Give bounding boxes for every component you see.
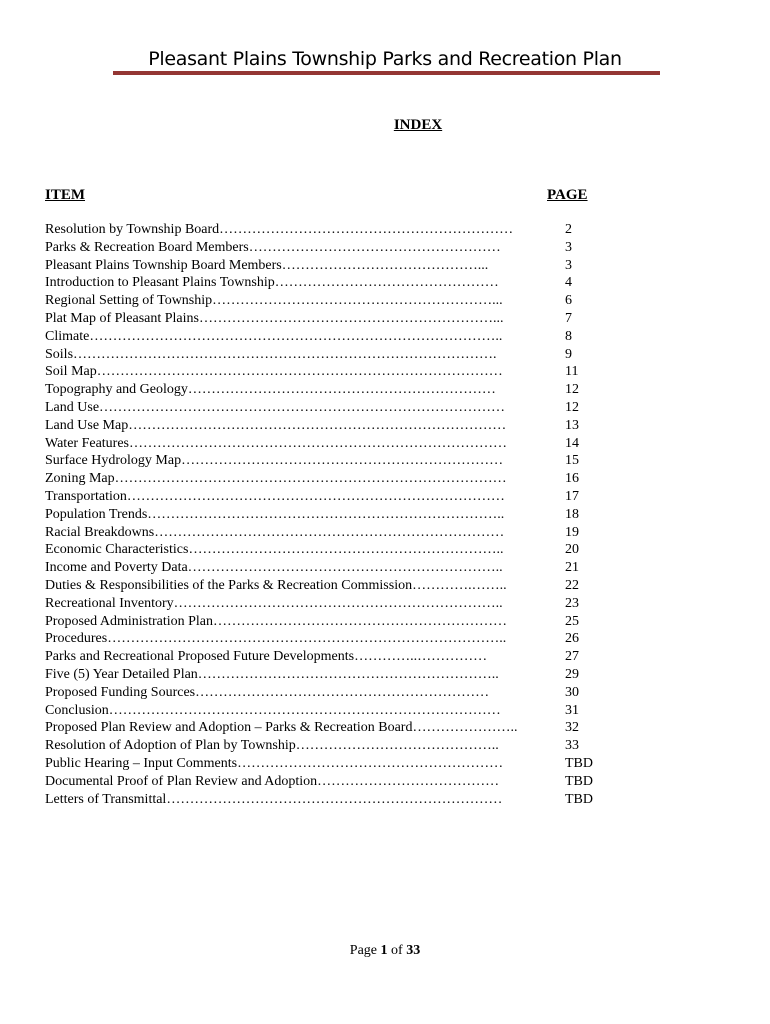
index-entry-title: Five (5) Year Detailed Plan……………………………………………………….. — [45, 666, 499, 682]
index-entry-page: 23 — [565, 595, 579, 611]
index-entry-title: Parks & Recreation Board Members……………………………………………… — [45, 239, 501, 255]
page-footer — [0, 942, 770, 960]
index-entry — [45, 381, 605, 399]
index-list — [45, 221, 605, 808]
index-entry-title: Transportation……………………………………………………………………… — [45, 488, 505, 504]
page-column-heading: PAGE — [547, 187, 588, 203]
footer-page-word: Page — [349, 943, 378, 958]
index-entry — [45, 648, 605, 666]
index-entry-page: 17 — [565, 488, 579, 504]
index-entry-page: 11 — [565, 364, 579, 380]
index-heading: INDEX — [393, 117, 443, 133]
index-entry-page: 15 — [565, 453, 579, 469]
index-entry-title: Recreational Inventory…………………………………………………………….. — [45, 595, 503, 611]
index-entry-title: Surface Hydrology Map…………………………………………………………… — [45, 453, 504, 469]
index-entry — [45, 363, 605, 381]
index-entry-title: Resolution of Adoption of Plan by Township…………………………………….. — [45, 738, 499, 754]
index-entry-page: 33 — [565, 738, 579, 754]
index-entry-title: Proposed Administration Plan……………………………………………………… — [45, 613, 507, 629]
index-entry-page: 4 — [565, 275, 572, 291]
index-entry — [45, 328, 605, 346]
index-entry — [45, 506, 605, 524]
index-entry — [45, 488, 605, 506]
index-entry — [45, 310, 605, 328]
index-entry-title: Regional Setting of Township……………………………………………………... — [45, 293, 503, 309]
index-entry-page: 22 — [565, 577, 579, 593]
index-entry-title: Documental Proof of Plan Review and Adoption………………………………… — [45, 773, 500, 789]
index-entry-title: Duties & Responsibilities of the Parks & Recreation Commission………….…….. — [45, 577, 507, 593]
index-entry-page: 12 — [565, 399, 579, 415]
index-entry — [45, 399, 605, 417]
index-entry-page: 19 — [565, 524, 579, 540]
index-entry-page: 6 — [565, 293, 572, 309]
index-entry-page: TBD — [565, 791, 593, 807]
index-entry — [45, 346, 605, 364]
index-entry — [45, 791, 605, 809]
index-entry — [45, 524, 605, 542]
index-entry-page: 32 — [565, 720, 579, 736]
index-entry-title: Public Hearing – Input Comments………………………………………………… — [45, 755, 504, 771]
index-entry-page: TBD — [565, 773, 593, 789]
index-entry — [45, 702, 605, 720]
index-entry-title: Proposed Plan Review and Adoption – Parks & Recreation Board………………….. — [45, 720, 518, 736]
index-entry-page: 20 — [565, 542, 579, 558]
index-entry — [45, 292, 605, 310]
index-entry-title: Water Features……………………………………………………………………… — [45, 435, 507, 451]
index-entry-page: 2 — [565, 222, 572, 237]
index-entry — [45, 221, 605, 239]
index-entry — [45, 257, 605, 275]
index-entry-title: Population Trends………………………………………………………………….. — [45, 506, 505, 522]
index-entry-page: 26 — [565, 631, 579, 647]
index-entry-page: 3 — [565, 257, 572, 273]
index-entry-title: Proposed Funding Sources……………………………………………………… — [45, 684, 490, 700]
index-entry — [45, 577, 605, 595]
index-entry — [45, 630, 605, 648]
index-entry — [45, 684, 605, 702]
index-entry-page: 7 — [565, 310, 572, 326]
index-entry-title: Racial Breakdowns………………………………………………………………… — [45, 524, 505, 540]
footer-current-page: 1 — [380, 943, 388, 958]
index-entry-title: Economic Characteristics………………………………………………………….. — [45, 542, 504, 558]
document-header-title: Pleasant Plains Township Parks and Recreation Plan — [148, 48, 622, 70]
index-entry-page: 25 — [565, 613, 579, 629]
index-entry-page: 8 — [565, 328, 572, 344]
index-entry — [45, 755, 605, 773]
index-entry-title: Plat Map of Pleasant Plains………………………………………………………... — [45, 310, 504, 326]
header-rule — [113, 71, 660, 75]
index-entry-title: Soils………………………………………………………………………………. — [45, 346, 497, 362]
index-entry-page: 14 — [565, 435, 579, 451]
index-entry — [45, 470, 605, 488]
index-entry — [45, 435, 605, 453]
index-entry — [45, 773, 605, 791]
footer-total-pages: 33 — [406, 943, 421, 958]
footer-of-word: of — [391, 943, 403, 958]
index-entry-title: Income and Poverty Data………………………………………………………….. — [45, 560, 503, 576]
index-entry-page: 16 — [565, 471, 579, 487]
index-entry-title: Zoning Map………………………………………………………………………… — [45, 471, 507, 487]
index-entry — [45, 595, 605, 613]
index-entry — [45, 417, 605, 435]
index-entry-title: Pleasant Plains Township Board Members……………………………………... — [45, 257, 489, 273]
index-entry-title: Land Use…………………………………………………………………………… — [45, 399, 506, 415]
index-entry-title: Topography and Geology………………………………………………………… — [45, 382, 496, 398]
index-entry — [45, 452, 605, 470]
index-entry-page: 30 — [565, 684, 579, 700]
index-entry-page: 18 — [565, 506, 579, 522]
index-entry-title: Parks and Recreational Proposed Future Developments…………..…………… — [45, 649, 488, 665]
index-entry-page: 3 — [565, 239, 572, 255]
index-entry — [45, 559, 605, 577]
index-entry-title: Letters of Transmittal……………………………………………………………… — [45, 791, 503, 807]
index-entry — [45, 737, 605, 755]
index-entry-page: 13 — [565, 417, 579, 433]
index-entry-page: 31 — [565, 702, 579, 718]
index-entry-title: Land Use Map……………………………………………………………………… — [45, 417, 507, 433]
index-entry — [45, 239, 605, 257]
index-entry — [45, 719, 605, 737]
index-entry — [45, 541, 605, 559]
index-entry-page: 12 — [565, 382, 579, 398]
index-entry-page: 21 — [565, 560, 579, 576]
index-entry-title: Climate…………………………………………………………………………….. — [45, 328, 503, 344]
index-entry — [45, 274, 605, 292]
index-entry-title: Soil Map…………………………………………………………………………… — [45, 364, 503, 380]
index-entry-title: Resolution by Township Board……………………………………………………… — [45, 222, 514, 237]
index-entry-page: 29 — [565, 666, 579, 682]
item-column-heading: ITEM — [45, 187, 86, 203]
index-entry — [45, 666, 605, 684]
index-entry-page: 9 — [565, 346, 572, 362]
index-entry-title: Procedures………………………………………………………………………….. — [45, 631, 507, 647]
index-entry — [45, 613, 605, 631]
index-entry-page: 27 — [565, 649, 579, 665]
index-entry-page: TBD — [565, 755, 593, 771]
index-entry-title: Introduction to Pleasant Plains Township………………………………………… — [45, 275, 499, 291]
index-entry-title: Conclusion………………………………………………………………………… — [45, 702, 501, 718]
